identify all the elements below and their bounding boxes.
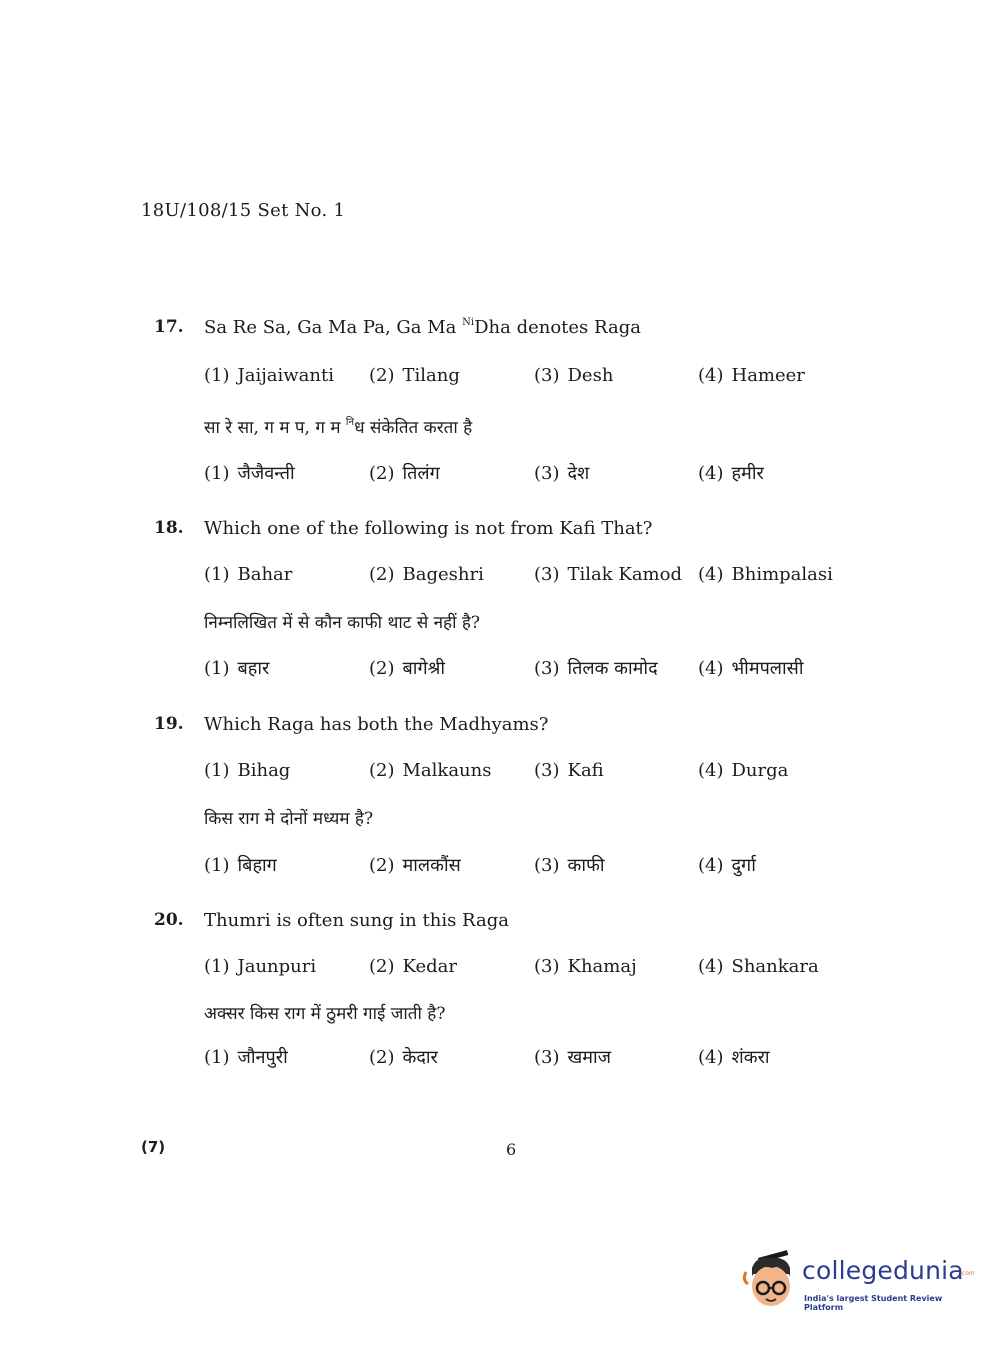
question-text-hi: अक्सर किस राग में ठुमरी गाई जाती है? [204,1004,446,1024]
option-2[interactable]: (2) मालकौंस [369,855,461,876]
option-2[interactable]: (2) तिलंग [369,463,440,484]
option-3[interactable]: (3) काफी [534,855,605,876]
option-4[interactable]: (4) भीमपलासी [698,658,804,679]
option-3[interactable]: (3) Kafi [534,760,604,781]
question-text-en: Which one of the following is not from Kafi That? [204,518,653,539]
option-4[interactable]: (4) Hameer [698,365,805,386]
brand-name: collegedunia [802,1256,964,1285]
option-2[interactable]: (2) Tilang [369,365,460,386]
brand-domain: .com [960,1270,975,1277]
option-4[interactable]: (4) Shankara [698,956,819,977]
question-text-en: Which Raga has both the Madhyams? [204,714,549,735]
option-4[interactable]: (4) दुर्गा [698,855,756,876]
option-1[interactable]: (1) Bihag [204,760,291,781]
brand-tagline: India's largest Student Review Platform [804,1294,943,1312]
option-2[interactable]: (2) Bageshri [369,564,484,585]
option-2[interactable]: (2) Kedar [369,956,457,977]
option-1[interactable]: (1) Jaijaiwanti [204,365,334,386]
option-3[interactable]: (3) Desh [534,365,614,386]
options-hi [0,656,1001,686]
options-en [0,956,1001,986]
question-text-hi: सा रे सा, ग म प, ग म $^{नि}$ध संकेतित करता है [204,417,473,438]
page-number: 6 [506,1140,517,1159]
option-1[interactable]: (1) जैजैवन्ती [204,463,295,484]
option-1[interactable]: (1) बहार [204,658,270,679]
paper-code: 18U/108/15 Set No. 1 [141,200,346,221]
options-en [0,365,1001,395]
option-3[interactable]: (3) Tilak Kamod [534,564,682,585]
option-4[interactable]: (4) हमीर [698,463,764,484]
option-4[interactable]: (4) Bhimpalasi [698,564,833,585]
options-hi [0,461,1001,491]
option-3[interactable]: (3) Khamaj [534,956,637,977]
collegedunia-watermark [742,1250,975,1320]
option-3[interactable]: (3) खमाज [534,1047,612,1068]
option-1[interactable]: (1) जौनपुरी [204,1047,288,1068]
question-text-hi: निम्नलिखित में से कौन काफी थाट से नहीं है? [204,613,481,633]
options-hi [0,1045,1001,1075]
question-text-en: Sa Re Sa, Ga Ma Pa, Ga Ma $^{Ni}$Dha denotes Raga [204,317,641,338]
booklet-mark: (7) [141,1138,166,1156]
option-3[interactable]: (3) तिलक कामोद [534,658,658,679]
option-2[interactable]: (2) बागेश्री [369,658,445,679]
option-2[interactable]: (2) Malkauns [369,760,492,781]
option-2[interactable]: (2) केदार [369,1047,438,1068]
option-4[interactable]: (4) Durga [698,760,789,781]
question-number: 19. [154,714,184,734]
question-number: 20. [154,910,184,930]
option-3[interactable]: (3) देश [534,463,590,484]
option-1[interactable]: (1) बिहाग [204,855,277,876]
option-1[interactable]: (1) Jaunpuri [204,956,317,977]
question-text-hi: किस राग मे दोनों मध्यम है? [204,809,374,829]
option-4[interactable]: (4) शंकरा [698,1047,770,1068]
mascot-icon [742,1250,800,1312]
option-1[interactable]: (1) Bahar [204,564,293,585]
question-number: 18. [154,518,184,538]
question-text-en: Thumri is often sung in this Raga [204,910,509,931]
options-en [0,760,1001,790]
question-number: 17. [154,317,184,337]
options-en [0,564,1001,594]
options-hi [0,853,1001,883]
